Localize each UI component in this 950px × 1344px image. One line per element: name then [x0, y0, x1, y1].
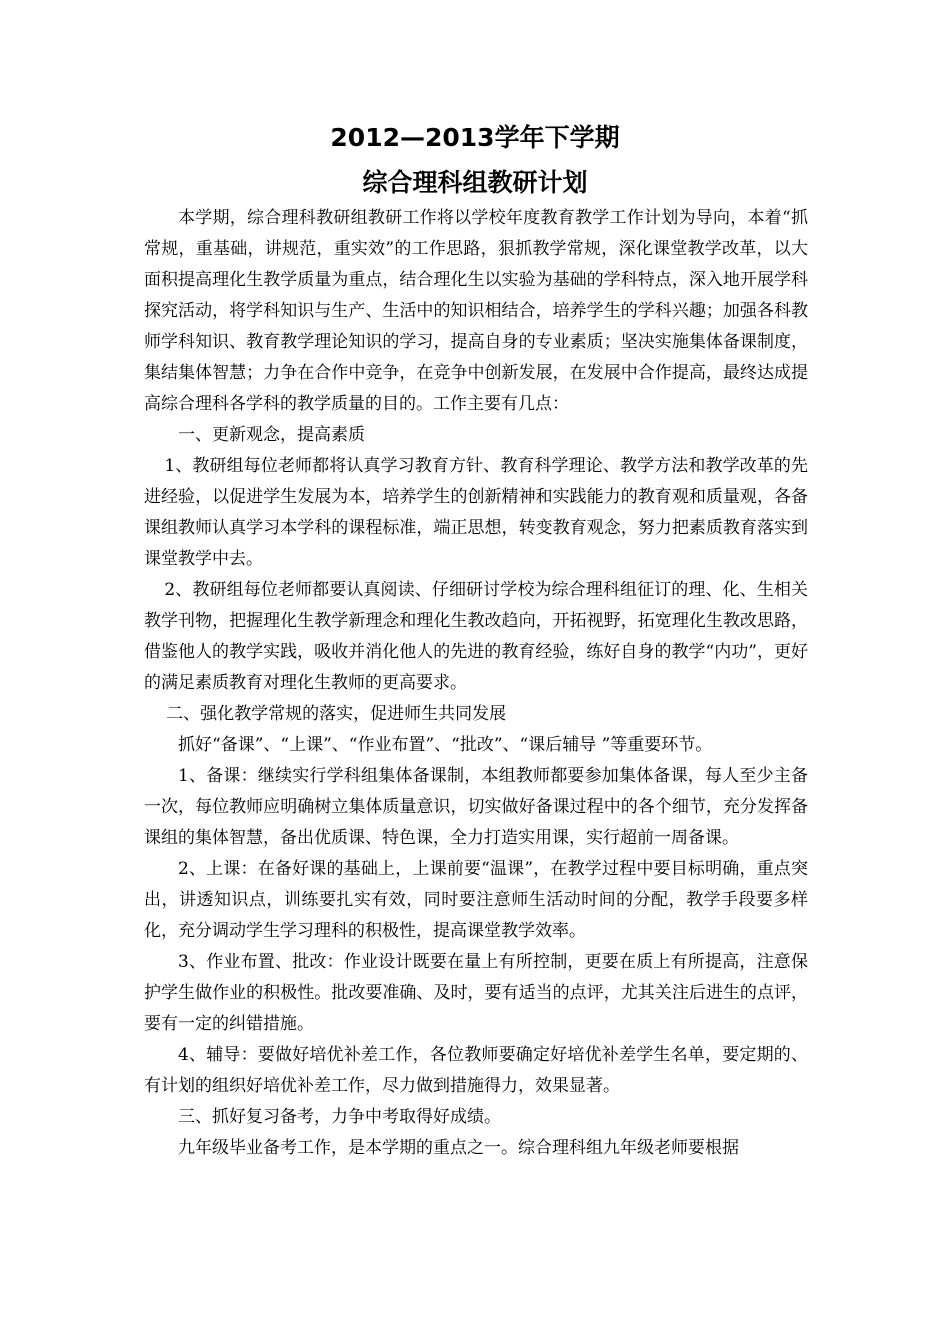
- document-title-line1: 2012—2013学年下学期: [330, 123, 620, 152]
- section2-item2: 2、上课：在备好课的基础上，上课前要“温课”，在教学过程中要目标明确，重点突出，讲透知识点，训练要扎实有效，同时要注意师生活动时间的分配，教学手段要多样化，充分调动学生学习理科的积极性，提高课堂教学效率。: [144, 859, 808, 941]
- section2-intro: 抓好“备课”、“上课”、“作业布置”、“批改”、“课后辅导 ”等重要环节。: [178, 735, 713, 755]
- section2-heading: 二、强化教学常规的落实，促进师生共同发展: [166, 704, 507, 724]
- section1-item2: 2、教研组每位老师都要认真阅读、仔细研讨学校为综合理科组征订的理、化、生相关教学刊物，把握理化生教学新理念和理化生教改趋向，开拓视野，拓宽理化生教改思路，借鉴他人的教学实践，吸收并消化他人的先进的教育经验，练好自身的教学“内功”，更好的满足素质教育对理化生教师的更高要求。: [144, 580, 808, 693]
- section2-item4: 4、辅导：要做好培优补差工作，各位教师要确定好培优补差学生名单，要定期的、有计划的组织好培优补差工作，尽力做到措施得力，效果显著。: [144, 1045, 808, 1096]
- section2-item3: 3、作业布置、批改：作业设计既要在量上有所控制，更要在质上有所提高，注意保护学生做作业的积极性。批改要准确、及时，要有适当的点评，尤其关注后进生的点评，要有一定的纠错措施。: [144, 952, 808, 1034]
- document-body: [144, 203, 808, 1164]
- intro-paragraph: 本学期，综合理科教研组教研工作将以学校年度教育教学工作计划为导向，本着“抓常规，重基础，讲规范，重实效”的工作思路，狠抓教学常规，深化课堂教学改革，以大面积提高理化生教学质量为重点，结合理化生以实验为基础的学科特点，深入地开展学科探究活动，将学科知识与生产、生活中的知识相结合，培养学生的学科兴趣；加强各科教师学科知识、教育教学理论知识的学习，提高自身的专业素质；坚决实施集体备课制度，集结集体智慧；力争在合作中竞争，在竞争中创新发展，在发展中合作提高，最终达成提高综合理科各学科的教学质量的目的。工作主要有几点：: [144, 208, 808, 414]
- section2-item1: 1、备课：继续实行学科组集体备课制，本组教师都要参加集体备课，每人至少主备一次，每位教师应明确树立集体质量意识，切实做好备课过程中的各个细节，充分发挥备课组的集体智慧，备出优质课、特色课，全力打造实用课，实行超前一周备课。: [144, 766, 808, 848]
- section3-intro: 九年级毕业备考工作，是本学期的重点之一。综合理科组九年级老师要根据: [178, 1138, 739, 1158]
- section1-item1: 1、教研组每位老师都将认真学习教育方针、教育科学理论、教学方法和教学改革的先进经验，以促进学生发展为本，培养学生的创新精神和实践能力的教育观和质量观，各备课组教师认真学习本学科的课程标准，端正思想，转变教育观念，努力把素质教育落实到课堂教学中去。: [144, 456, 808, 569]
- section1-heading: 一、更新观念，提高素质: [178, 425, 365, 445]
- document-title-line2: 综合理科组教研计划: [362, 168, 588, 197]
- section3-heading: 三、抓好复习备考，力争中考取得好成绩。: [178, 1107, 501, 1127]
